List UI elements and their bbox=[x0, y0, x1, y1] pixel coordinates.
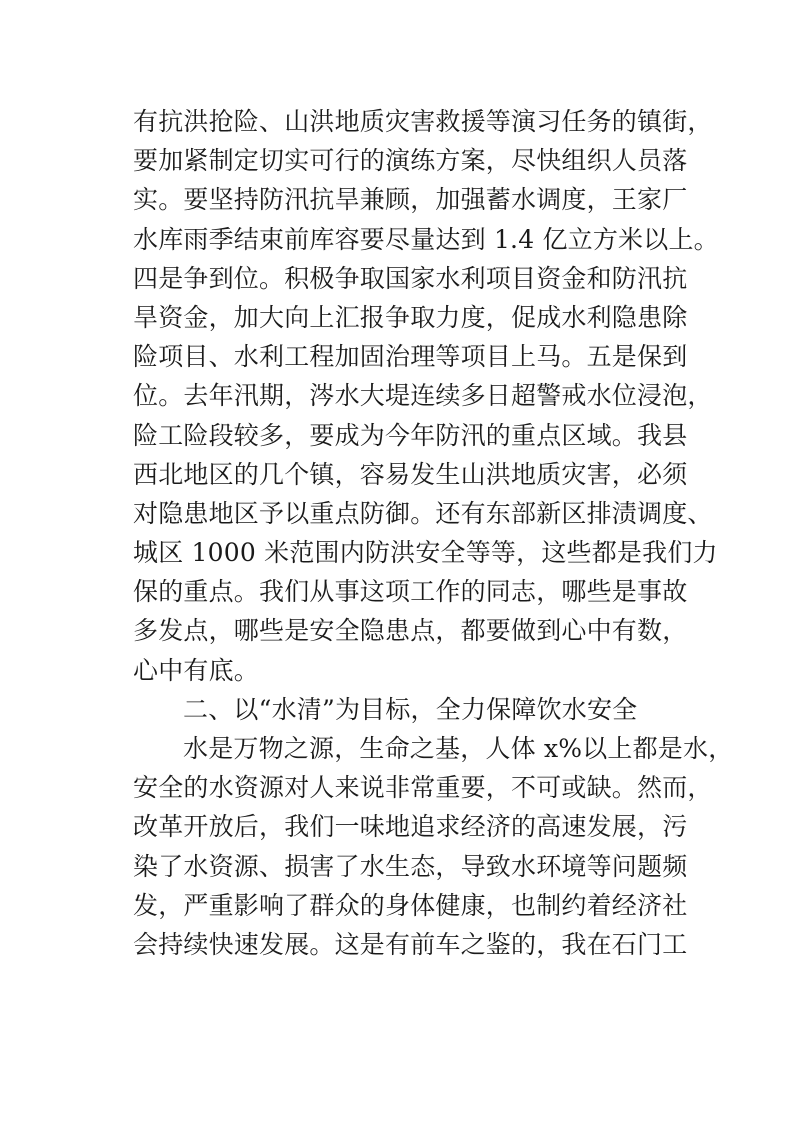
text-line: 有抗洪抢险、山洪地质灾害救援等演习任务的镇街， bbox=[133, 107, 713, 136]
body-text bbox=[133, 102, 734, 964]
text-line: 位。去年汛期，涔水大堤连续多日超警戒水位浸泡， bbox=[133, 381, 713, 411]
text-line: 西北地区的几个镇，容易发生山洪地质灾害，必须 bbox=[133, 459, 688, 489]
text-line: 心中有底。 bbox=[133, 655, 260, 685]
text-line: 城区 1000 米范围内防洪安全等等，这些都是我们力 bbox=[133, 538, 718, 568]
paragraph-first-line: 水是万物之源，生命之基，人体 x%以上都是水， bbox=[183, 734, 734, 763]
text-line: 险项目、水利工程加固治理等项目上马。五是保到 bbox=[133, 342, 688, 372]
text-line: 保的重点。我们从事这项工作的同志，哪些是事故 bbox=[133, 577, 688, 607]
text-line: 对隐患地区予以重点防御。还有东部新区排渍调度、 bbox=[133, 498, 713, 528]
text-line: 旱资金，加大向上汇报争取力度，促成水利隐患除 bbox=[133, 302, 688, 332]
text-line: 四是争到位。积极争取国家水利项目资金和防汛抗 bbox=[133, 263, 688, 293]
text-line: 发，严重影响了群众的身体健康，也制约着经济社 bbox=[133, 890, 688, 920]
text-line: 改革开放后，我们一味地追求经济的高速发展，污 bbox=[133, 812, 688, 842]
text-line: 会持续快速发展。这是有前车之鉴的，我在石门工 bbox=[133, 929, 688, 959]
text-line: 多发点，哪些是安全隐患点，都要做到心中有数， bbox=[133, 616, 688, 646]
text-line: 安全的水资源对人来说非常重要，不可或缺。然而， bbox=[133, 773, 713, 803]
text-line: 实。要坚持防汛抗旱兼顾，加强蓄水调度，王家厂 bbox=[133, 185, 688, 215]
text-line: 险工险段较多，要成为今年防汛的重点区域。我县 bbox=[133, 420, 688, 450]
section-heading: 二、以“水清”为目标，全力保障饮水安全 bbox=[183, 694, 638, 724]
text-line: 染了水资源、损害了水生态，导致水环境等问题频 bbox=[133, 851, 688, 881]
text-line: 水库雨季结束前库容要尽量达到 1.4 亿立方米以上。 bbox=[133, 224, 719, 254]
text-line: 要加紧制定切实可行的演练方案，尽快组织人员落 bbox=[133, 146, 688, 176]
